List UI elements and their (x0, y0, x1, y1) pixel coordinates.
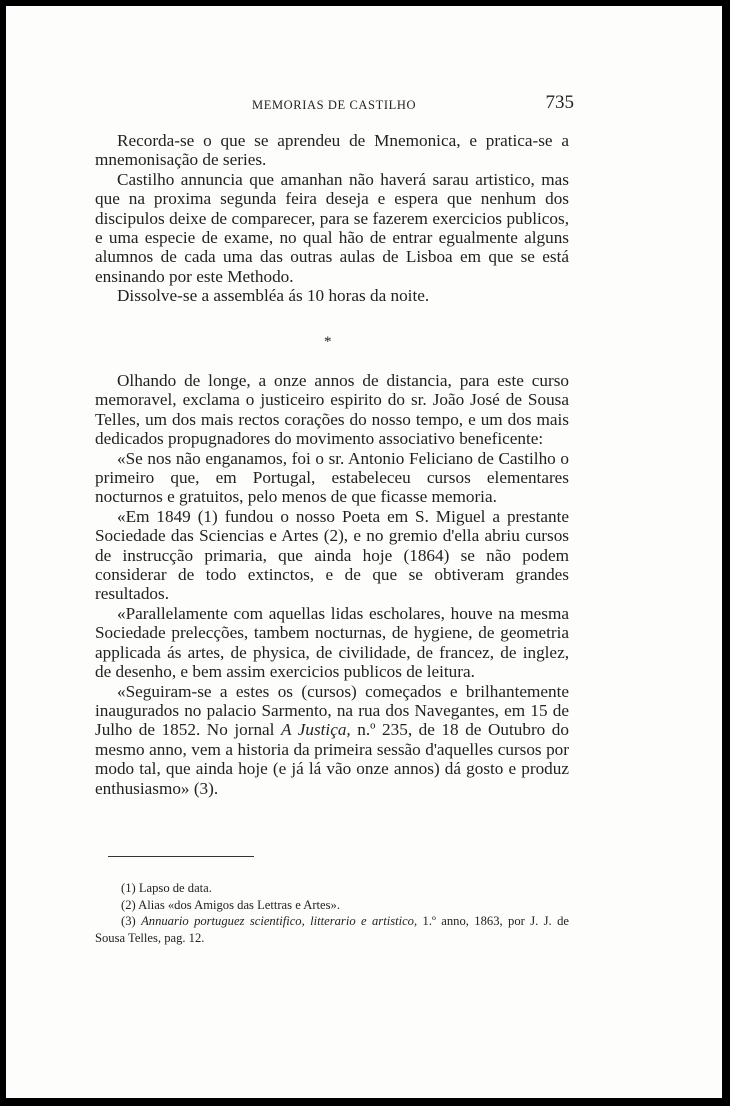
footnote-text: (3) (121, 914, 142, 928)
footnote: (1) Lapso de data. (121, 881, 212, 895)
page-number: 735 (545, 92, 574, 113)
paragraph (95, 682, 569, 798)
footnotes (95, 880, 569, 946)
paragraph: Dissolve-se a assembléa ás 10 horas da noite. (117, 286, 430, 306)
footnote: (2) Alias «dos Amigos das Lettras e Artes». (121, 897, 340, 912)
paragraph: «Em 1849 (1) fundou o nosso Poeta em S. Miguel a prestante Sociedade das Sciencias e Artes (2), e no gremio d'ella abriu cursos de instrucção primaria, que ainda hoje (1864) se não podem considerar de todo extinctos, e de que se obtiveram grandes resultados. (95, 506, 569, 604)
footnote-text: 1.º anno, 1863, por J. J. de Sousa Telles, pag. 12. (95, 914, 569, 945)
page-header (102, 92, 582, 120)
paragraph: «Se nos não enganamos, foi o sr. Antonio Feliciano de Castilho o primeiro que, em Portugal, estabeleceu cursos elementares nocturnos e gratuitos, pelo menos de que ficasse memoria. (95, 448, 569, 507)
footnote-rule (108, 856, 254, 857)
paragraph: «Parallelamente com aquellas lidas escholares, houve na mesma Sociedade prelecções, tambem nocturnas, de hygiene, de geometria applicada ás artes, de physica, de civilidade, de francez, de inglez, de desenho, e bem assim exercicios publicos de leitura. (95, 603, 569, 682)
text-block-main (95, 371, 569, 798)
running-title: MEMORIAS DE CASTILHO (252, 98, 417, 112)
newspaper-title: A Justiça, (281, 720, 351, 740)
cited-title: Annuario portuguez scientifico, litterario e artistico, (141, 914, 418, 928)
paragraph: Recorda-se o que se aprendeu de Mnemonica, e pratica-se a mnemonisação de series. (95, 131, 569, 170)
paragraph: Castilho annuncia que amanhan não haverá sarau artistico, mas que na proxima segunda feira deseja e espera que nenhum dos discipulos deixe de comparecer, para se fazerem exercicios publicos, e uma especie de exame, no qual hão de entrar egualmente alguns alumnos de cada uma das outras aulas de Lisboa em que se está ensinando por este Methodo. (95, 169, 569, 286)
footnote (95, 913, 569, 946)
text-block-top (95, 131, 569, 306)
paragraph-text: «Seguiram-se a estes os (cursos) começados e brilhantemente inaugurados no palacio Sarmento, na rua dos Navegantes, em 15 de Julho de 1852. No jornal (95, 681, 569, 740)
section-separator: * (324, 334, 332, 350)
paragraph-text: n.º 235, de 18 de Outubro do mesmo anno, vem a historia da primeira sessão d'aquelles cursos por modo tal, que ainda hoje (e já lá vão onze annos) dá gosto e produz enthusiasmo» (3). (95, 720, 569, 798)
book-page (6, 6, 722, 1098)
paragraph: Olhando de longe, a onze annos de distancia, para este curso memoravel, exclama o justiceiro espirito do sr. João José de Sousa Telles, um dos mais rectos corações do nosso tempo, e um dos mais dedicados propugnadores do movimento associativo beneficente: (95, 371, 569, 449)
